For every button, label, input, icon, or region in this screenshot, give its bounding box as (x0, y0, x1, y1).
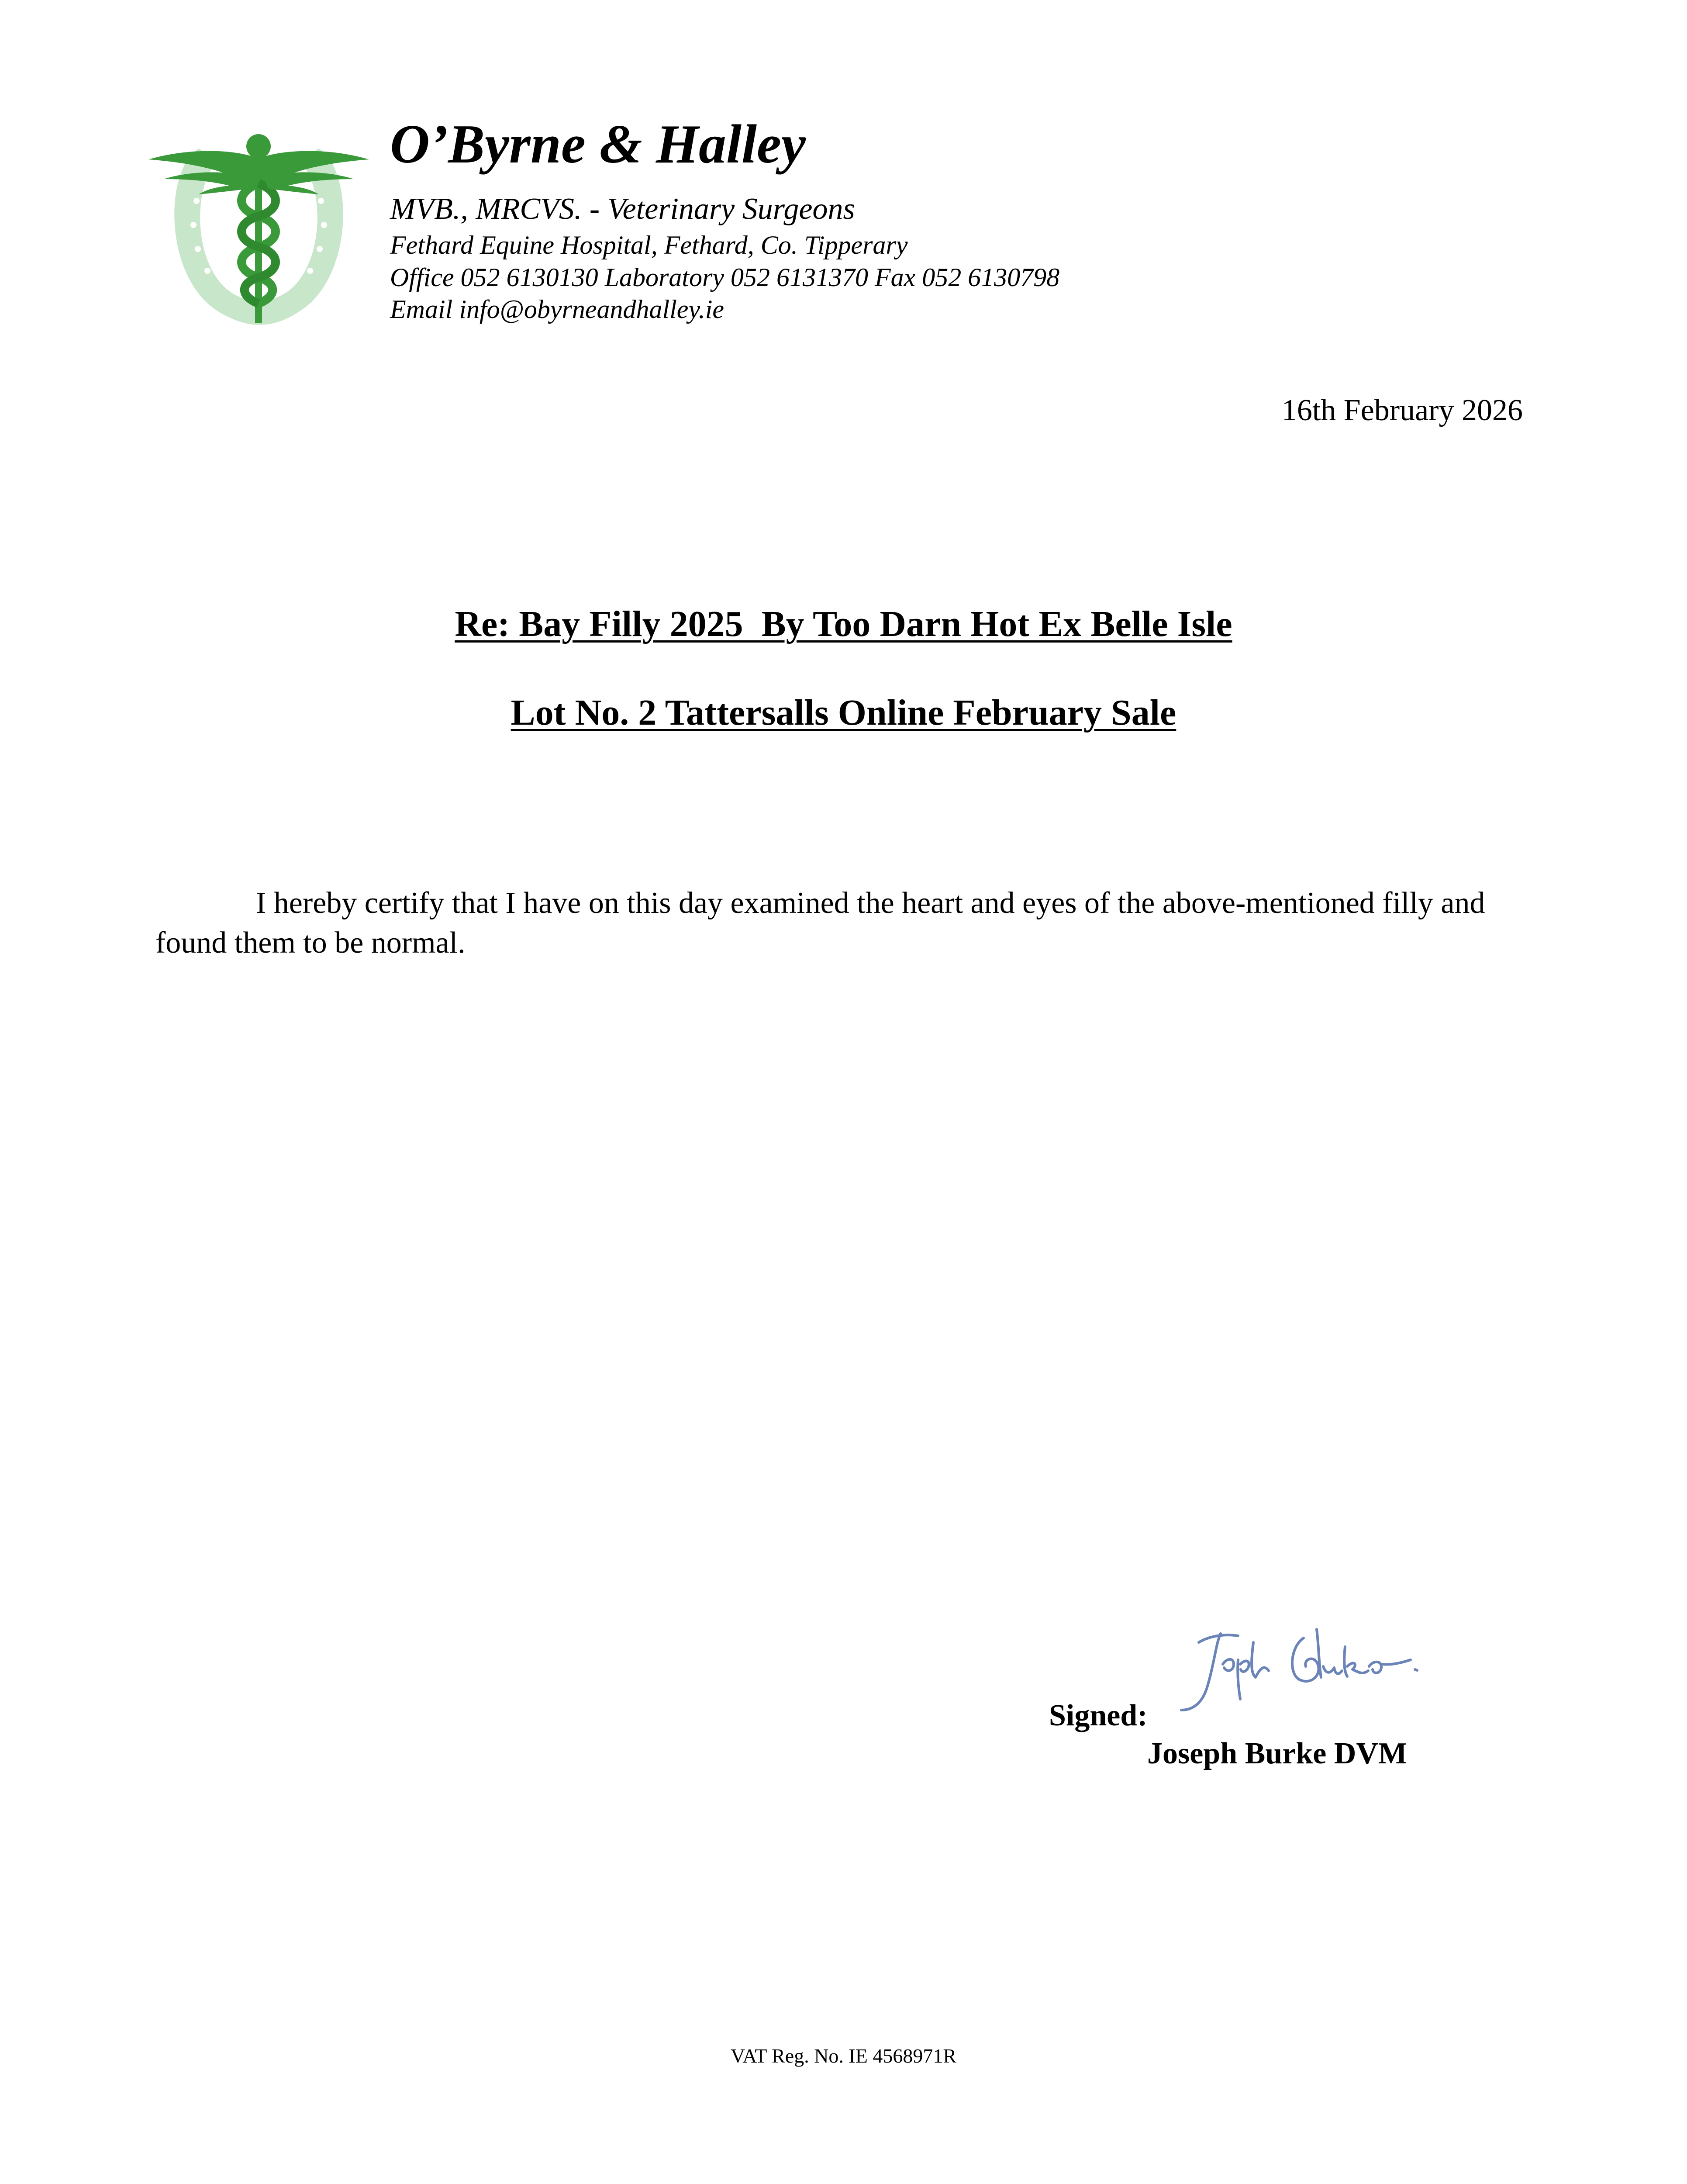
practice-phone-numbers: Office 052 6130130 Laboratory 052 6131370 Fax 052 6130798 (390, 263, 1060, 292)
certification-text: I hereby certify that I have on this day examined the heart and eyes of the above-mentioned filly and found them to be normal. (155, 886, 1485, 960)
subject-line-lot: Lot No. 2 Tattersalls Online February Sale (511, 692, 1176, 733)
practice-email: Email info@obyrneandhalley.ie (390, 295, 724, 324)
caduceus-horseshoe-logo (146, 131, 371, 330)
vat-registration: VAT Reg. No. IE 4568971R (730, 2045, 957, 2067)
subject-line-horse: Re: Bay Filly 2025 By Too Darn Hot Ex Belle Isle (455, 604, 1232, 644)
practice-name: O’Byrne & Halley (390, 114, 806, 175)
letter-date: 16th February 2026 (1281, 394, 1523, 427)
handwritten-signature (1173, 1616, 1435, 1730)
signed-label: Signed: (1049, 1699, 1148, 1732)
practice-address: Fethard Equine Hospital, Fethard, Co. Tipperary (390, 231, 908, 259)
signatory-name: Joseph Burke DVM (1147, 1737, 1408, 1770)
practice-qualifications: MVB., MRCVS. - Veterinary Surgeons (390, 192, 855, 226)
